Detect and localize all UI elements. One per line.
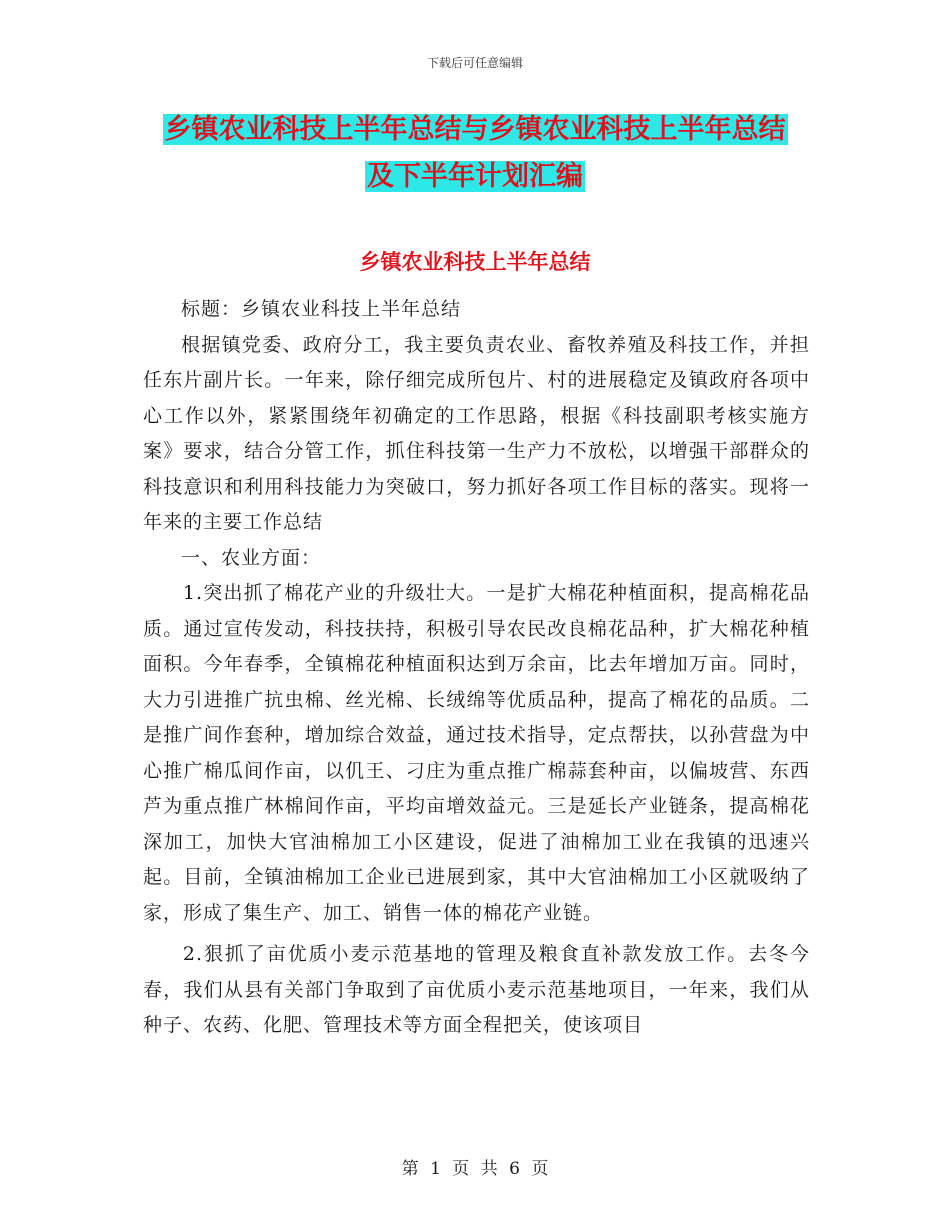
section-title: 乡镇农业科技上半年总结 <box>359 250 591 274</box>
paragraph-subject: 标题：乡镇农业科技上半年总结 <box>181 298 462 320</box>
document-title <box>0 106 950 200</box>
title-line-1: 乡镇农业科技上半年总结与乡镇农业科技上半年总结 <box>164 114 786 145</box>
page-footer: 第 1 页 共 6 页 <box>401 1159 549 1179</box>
paragraph-item-1: 1.突出抓了棉花产业的升级壮大。一是扩大棉花种植面积，提高棉花品质。通过宣传发动，科技扶持，积极引导农民改良棉花品种，扩大棉花种植面积。今年春季，全镇棉花种植面积达到万余亩，比去年增加万亩。同时，大力引进推广抗虫棉、丝光棉、长绒绵等优质品种，提高了棉花的品质。二是推广间作套种，增加综合效益，通过技术指导，定点帮扶，以孙营盘为中心推广棉瓜间作亩，以仉王、刁庄为重点推广棉蒜套种亩，以偏坡营、东西芦为重点推广林棉间作亩，平均亩增效益元。三是延长产业链条，提高棉花深加工，加快大官油棉加工小区建设，促进了油棉加工业在我镇的迅速兴起。目前，全镇油棉加工企业已进展到家，其中大官油棉加工小区就吸纳了家，形成了集生产、加工、销售一体的棉花产业链。 <box>143 582 810 924</box>
paragraph-intro: 根据镇党委、政府分工，我主要负责农业、畜牧养殖及科技工作，并担任东片副片长。一年来，除仔细完成所包片、村的进展稳定及镇政府各项中心工作以外，紧紧围绕年初确定的工作思路，根据《科技副职考核实施方案》要求，结合分管工作，抓住科技第一生产力不放松，以增强干部群众的科技意识和利用科技能力为突破口，努力抓好各项工作目标的落实。现将一年来的主要工作总结 <box>143 333 810 533</box>
paragraph-item-2: 2.狠抓了亩优质小麦示范基地的管理及粮食直补款发放工作。去冬今春，我们从县有关部门争取到了亩优质小麦示范基地项目，一年来，我们从种子、农药、化肥、管理技术等方面全程把关，使该项目 <box>143 943 810 1036</box>
document-body <box>143 292 810 1044</box>
paragraph-heading-agriculture: 一、农业方面： <box>181 546 322 569</box>
title-line-2: 及下半年计划汇编 <box>367 161 583 192</box>
header-note: 下载后可任意编辑 <box>426 56 523 70</box>
